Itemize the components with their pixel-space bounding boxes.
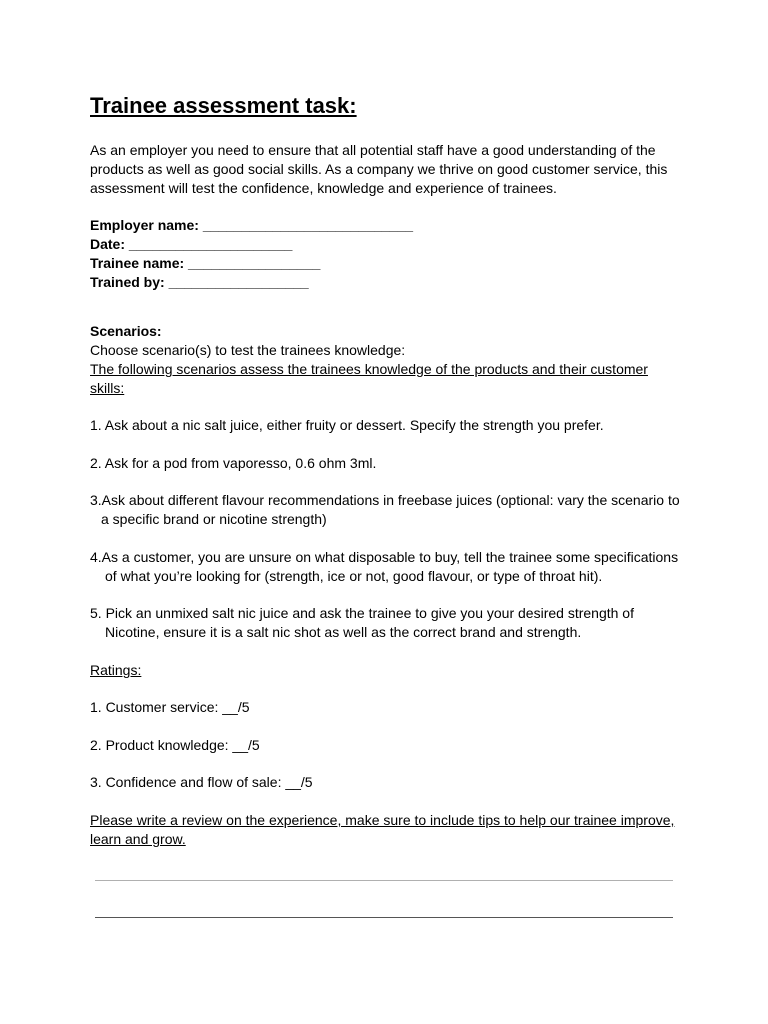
scenario-1: 1. Ask about a nic salt juice, either fruity or dessert. Specify the strength you prefer.: [90, 417, 604, 433]
intro-line-2: products as well as good social skills. As a company we thrive on good customer service, this: [90, 161, 668, 177]
intro-line-3: assessment will test the confidence, knowledge and experience of trainees.: [90, 180, 557, 196]
scenario-5-line-2: Nicotine, ensure it is a salt nic shot as well as the correct brand and strength.: [105, 624, 582, 640]
scenarios-note-line-1: The following scenarios assess the trainees knowledge of the products and their customer: [90, 361, 648, 377]
page-title: Trainee assessment task:: [90, 93, 357, 118]
review-answer-line-1: [95, 880, 673, 881]
employer-name-field: Employer name: ___________________________: [90, 217, 414, 233]
scenario-3-line-1: 3.Ask about different flavour recommendations in freebase juices (optional: vary the scenario to: [90, 492, 680, 508]
scenario-4-line-2: of what you’re looking for (strength, ice or not, good flavour, or type of throat hit).: [105, 568, 603, 584]
review-instruction-line-1: Please write a review on the experience, make sure to include tips to help our trainee improve,: [90, 812, 675, 828]
scenario-4-line-1: 4.As a customer, you are unsure on what disposable to buy, tell the trainee some specifications: [90, 549, 679, 565]
scenarios-note-line-2: skills:: [90, 380, 125, 396]
rating-confidence: 3. Confidence and flow of sale: __/5: [90, 774, 313, 790]
date-field: Date: _____________________: [90, 236, 293, 252]
ratings-heading: Ratings:: [90, 662, 142, 678]
rating-customer-service: 1. Customer service: __/5: [90, 699, 250, 715]
scenario-3-line-2: a specific brand or nicotine strength): [101, 511, 327, 527]
review-instruction-line-2: learn and grow.: [90, 831, 186, 847]
review-answer-line-2: [95, 917, 673, 918]
scenarios-instruction: Choose scenario(s) to test the trainees knowledge:: [90, 342, 406, 358]
scenario-2: 2. Ask for a pod from vaporesso, 0.6 ohm 3ml.: [90, 455, 377, 471]
rating-product-knowledge: 2. Product knowledge: __/5: [90, 737, 260, 753]
scenarios-heading: Scenarios:: [90, 323, 162, 339]
trained-by-field: Trained by: __________________: [90, 274, 309, 290]
intro-line-1: As an employer you need to ensure that all potential staff have a good understanding of the: [90, 142, 656, 158]
scenario-5-line-1: 5. Pick an unmixed salt nic juice and ask the trainee to give you your desired strength of: [90, 605, 634, 621]
trainee-name-field: Trainee name: _________________: [90, 255, 321, 271]
